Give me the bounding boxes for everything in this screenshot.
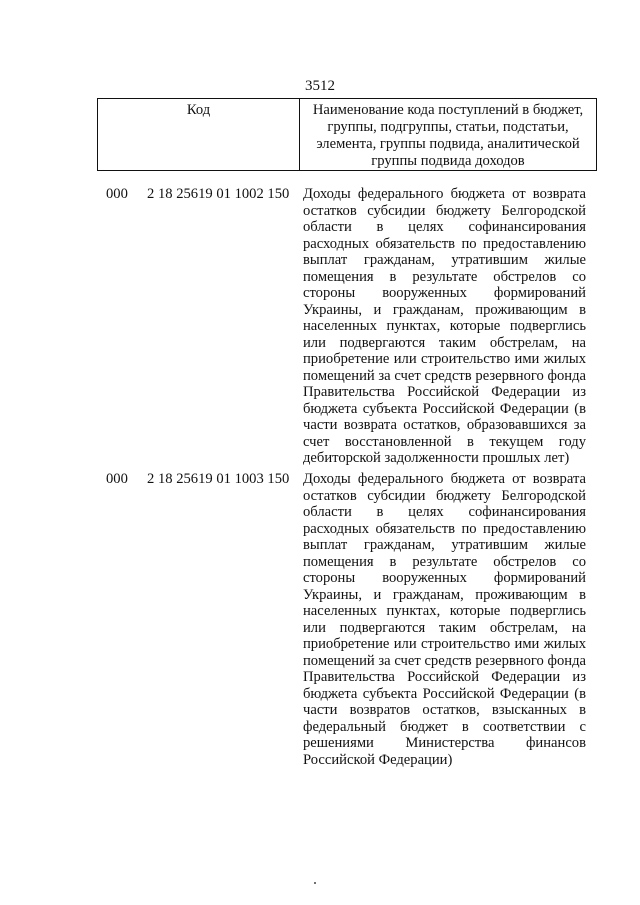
page-number: 3512 bbox=[305, 78, 335, 94]
revenue-description: Доходы федерального бюджета от возврата остатков субсидии бюджету Белгородской области в целях софинансирования расходных обязательств по предоставлению выплат гражданам, утратившим жилые помещения в результате обстрелов со стороны вооруженных формирований Украины, и гражданам, проживающим в населенных пунктах, которые подверглись или подвергаются таким обстрелам, на приобретение или строительство ими жилых помещений за счет средств резервного фонда Правительства Российской Федерации из бюджета субъекта Российской Федерации (в части возврата остатков, образовавшихся за счет восстановленной в текущем году дебиторской задолженности прошлых лет) bbox=[303, 186, 586, 466]
revenue-code: 2 18 25619 01 1003 150 bbox=[147, 471, 290, 487]
header-kod: Код bbox=[98, 99, 300, 171]
scan-speck bbox=[314, 882, 316, 884]
header-name: Наименование кода поступлений в бюджет, группы, подгруппы, статьи, подстатьи, элемента, группы подвида, аналитической группы подвида доходов bbox=[300, 99, 597, 171]
budget-code: 000 bbox=[106, 186, 128, 202]
table-header bbox=[97, 98, 597, 171]
budget-code: 000 bbox=[106, 471, 128, 487]
revenue-description: Доходы федерального бюджета от возврата остатков субсидии бюджету Белгородской области в целях софинансирования расходных обязательств по предоставлению выплат гражданам, утратившим жилые помещения в результате обстрелов со стороны вооруженных формирований Украины, и гражданам, проживающим в населенных пунктах, которые подверглись или подвергаются таким обстрелам, на приобретение или строительство ими жилых помещений за счет средств резервного фонда Правительства Российской Федерации из бюджета субъекта Российской Федерации (в части возвратов остатков, взысканных в федеральный бюджет в соответствии с решениями Министерства финансов Российской Федерации) bbox=[303, 471, 586, 768]
revenue-code: 2 18 25619 01 1002 150 bbox=[147, 186, 290, 202]
